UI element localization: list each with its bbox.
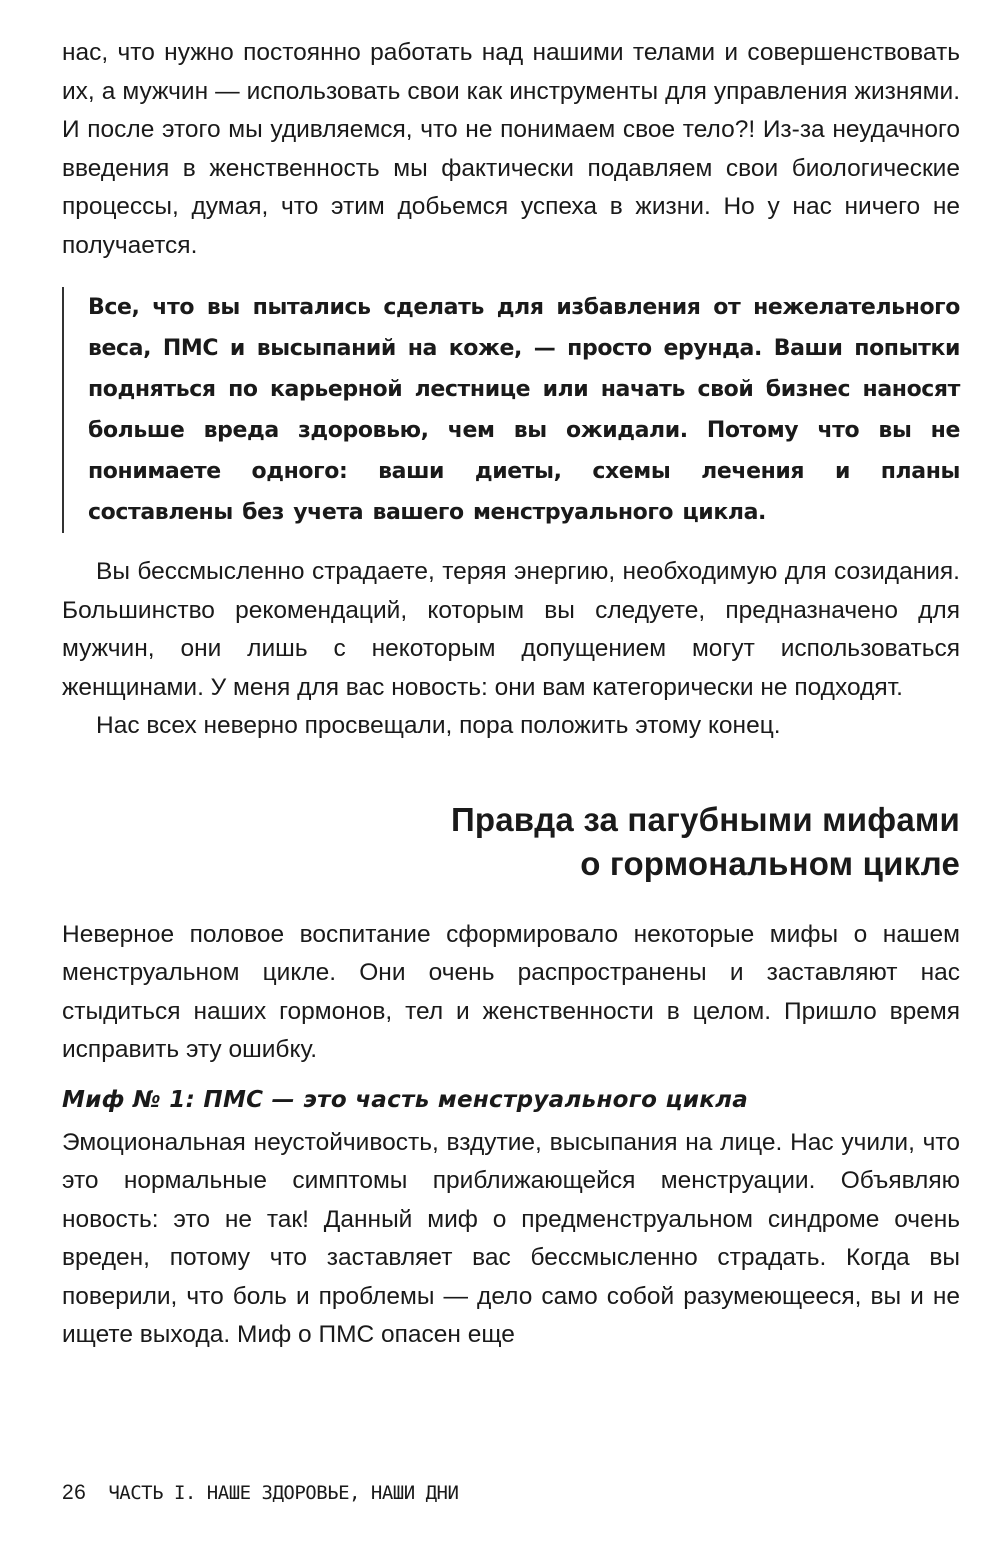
myth-1-subheading: Миф № 1: ПМС — это часть менструального цикла (62, 1086, 749, 1113)
callout-block (62, 287, 960, 533)
page-number: 26 (62, 1481, 87, 1504)
body-paragraph-2: Вы бессмысленно страдаете, теряя энергию, необходимую для созидания. Большинство рекомендаций, которым вы следуете, предназначено для мужчин, они лишь с некоторым допущением могут использоваться женщинами. У меня для вас новость: они вам категорически не подходят. (62, 558, 960, 701)
section-intro-paragraph: Неверное половое воспитание сформировало некоторые мифы о нашем менструальном цикле. Они очень распространены и заставляют нас стыдиться наших гормонов, тел и женственности в целом. Пришло время исправить эту ошибку. (62, 920, 960, 1063)
myth-1-body-paragraph: Эмоциональная неустойчивость, вздутие, высыпания на лице. Нас учили, что это нормальные симптомы приближающейся менструации. Объявляю новость: это не так! Данный миф о предменструальном синдроме очень вреден, потому что заставляет вас бессмысленно страдать. Когда вы поверили, что боль и проблемы — дело само собой разумеющееся, вы и не ищете выхода. Миф о ПМС опасен еще (62, 1128, 960, 1348)
section-heading-line-1: Правда за пагубными мифами (450, 800, 960, 838)
callout-text: Все, что вы пытались сделать для избавления от нежелательного веса, ПМС и высыпаний на коже, — просто ерунда. Ваши попытки подняться по карьерной лестнице или начать свой бизнес наносят больше вреда здоровью, чем вы ожидали. Потому что вы не понимаете одного: ваши диеты, схемы лечения и планы составлены без учета вашего менструального цикла. (88, 295, 960, 525)
book-page (62, 34, 960, 1524)
section-heading-line-2: о гормональном цикле (580, 844, 960, 882)
section-heading (62, 798, 960, 886)
body-paragraph-3: Нас всех неверно просвещали, пора положить этому конец. (96, 712, 781, 739)
page-footer (62, 1478, 458, 1508)
running-head: ЧАСТЬ I. НАШЕ ЗДОРОВЬЕ, НАШИ ДНИ (108, 1482, 459, 1504)
body-paragraph-1: нас, что нужно постоянно работать над нашими телами и совершенствовать их, а мужчин — использовать свои как инструменты для управления жизнями. И после этого мы удивляемся, что не понимаем свое тело?! Из-за неудачного введения в женственность мы фактически подавляем свои биологические процессы, думая, что этим добьемся успеха в жизни. Но у нас ничего не получается. (62, 39, 960, 259)
